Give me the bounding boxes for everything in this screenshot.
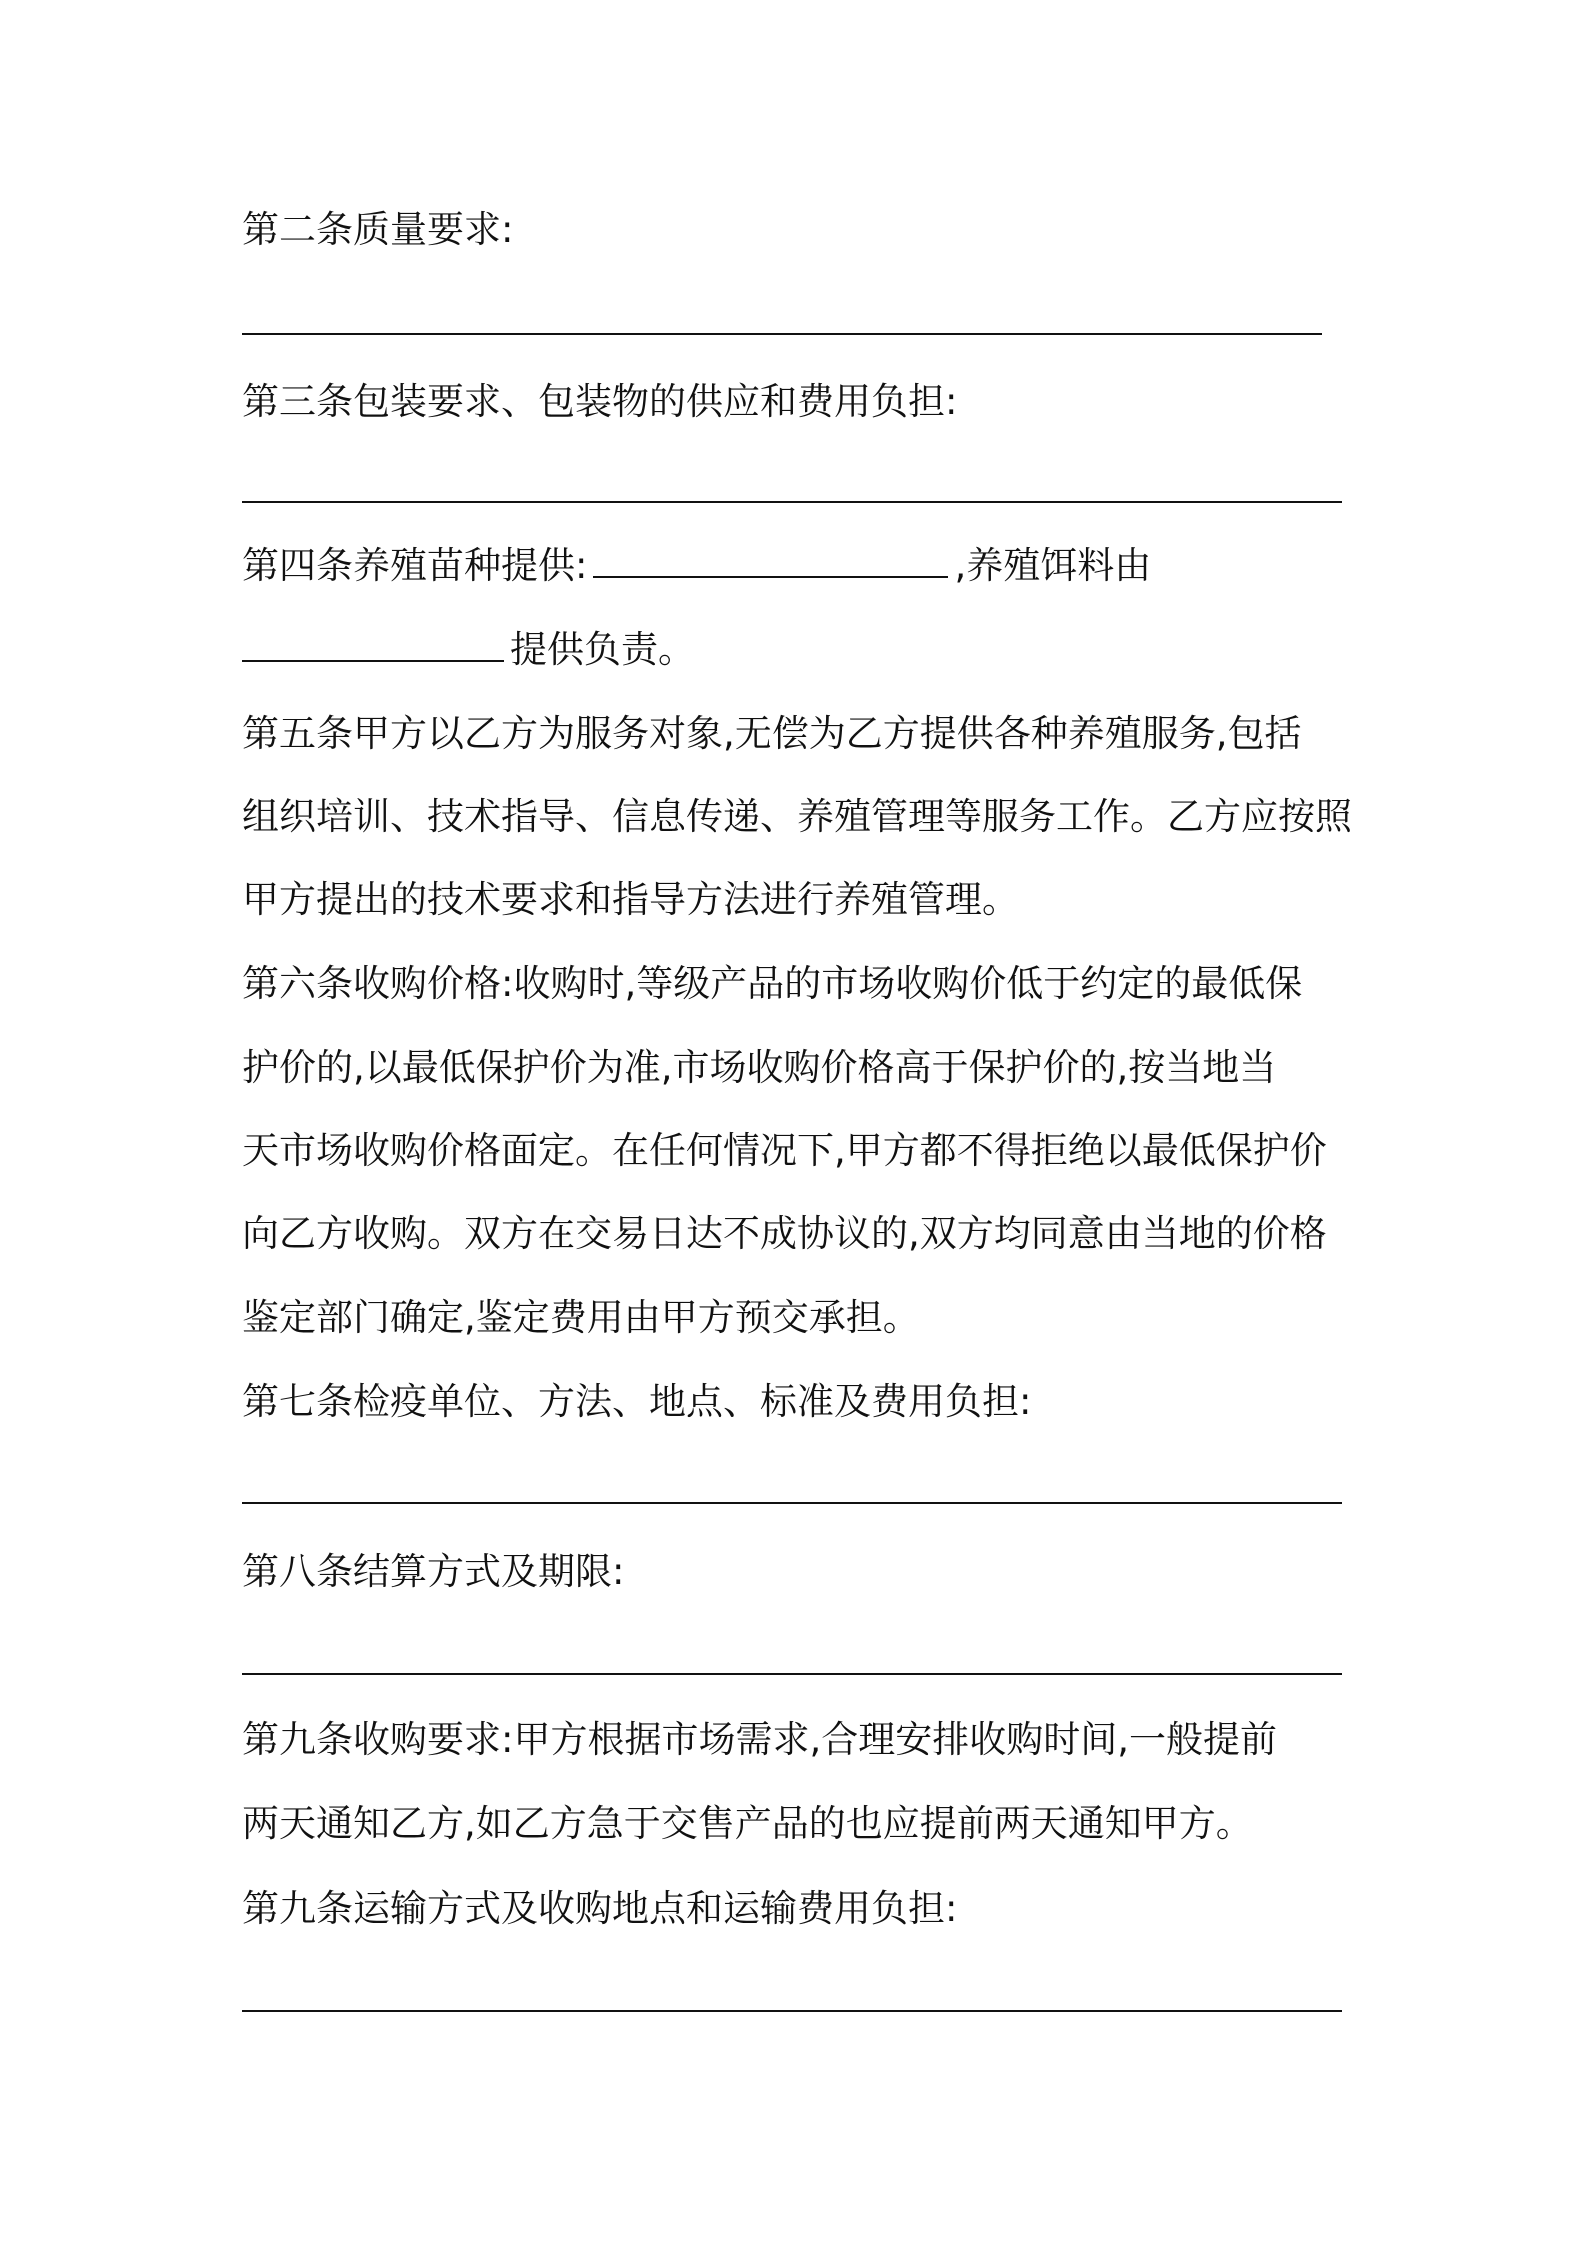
article-7-heading: 第七条检疫单位、方法、地点、标准及费用负担: [242, 1380, 1032, 1423]
article-9a-line-2: 两天通知乙方,如乙方急于交售产品的也应提前两天通知甲方。 [242, 1802, 1253, 1845]
article-9b-heading: 第九条运输方式及收购地点和运输费用负担: [242, 1887, 958, 1930]
article-2-blank-line [242, 333, 1322, 335]
article-4-line-2-text: 提供负责。 [510, 628, 695, 671]
article-3-heading: 第三条包装要求、包装物的供应和费用负担: [242, 380, 958, 423]
feed-provider-blank [242, 630, 504, 662]
article-9b-blank-line [242, 2010, 1342, 2012]
article-6-line-1: 第六条收购价格:收购时,等级产品的市场收购价低于约定的最低保 [242, 962, 1303, 1005]
article-3-blank-line [242, 501, 1342, 503]
article-7-blank-line [242, 1502, 1342, 1504]
article-4-prefix: 第四条养殖苗种提供: [242, 544, 588, 587]
article-8-heading: 第八条结算方式及期限: [242, 1550, 625, 1593]
article-4-line-2 [242, 628, 695, 672]
article-4-suffix: ,养殖饵料由 [954, 544, 1152, 587]
article-6-line-2: 护价的,以最低保护价为准,市场收购价格高于保护价的,按当地当 [242, 1046, 1277, 1089]
article-6-line-5: 鉴定部门确定,鉴定费用由甲方预交承担。 [242, 1296, 920, 1339]
article-5-line-2: 组织培训、技术指导、信息传递、养殖管理等服务工作。乙方应按照 [242, 795, 1352, 838]
article-4-line-1 [242, 544, 1151, 588]
article-2-heading: 第二条质量要求: [242, 208, 514, 251]
article-6-line-3: 天市场收购价格面定。在任何情况下,甲方都不得拒绝以最低保护价 [242, 1129, 1327, 1172]
article-9a-line-1: 第九条收购要求:甲方根据市场需求,合理安排收购时间,一般提前 [242, 1718, 1277, 1761]
seed-provider-blank [593, 546, 948, 578]
article-8-blank-line [242, 1673, 1342, 1675]
article-5-line-3: 甲方提出的技术要求和指导方法进行养殖管理。 [242, 878, 1019, 921]
article-6-line-4: 向乙方收购。双方在交易日达不成协议的,双方均同意由当地的价格 [242, 1212, 1327, 1255]
article-5-line-1: 第五条甲方以乙方为服务对象,无偿为乙方提供各种养殖服务,包括 [242, 712, 1302, 755]
